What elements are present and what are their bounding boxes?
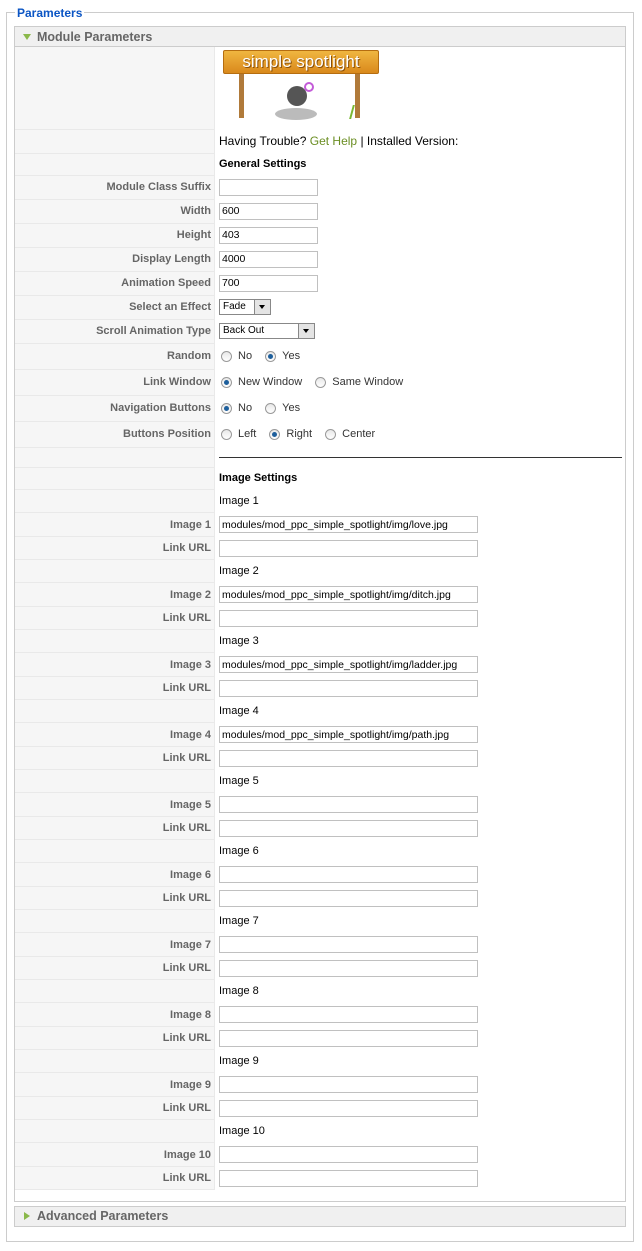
random-no-label: No <box>238 350 253 363</box>
image-group-label: Image 9 <box>219 1055 259 1067</box>
image-path-input[interactable] <box>219 936 478 953</box>
link-url-label: Link URL <box>15 1167 215 1190</box>
advanced-parameters-header[interactable] <box>15 1207 625 1226</box>
link-url-label: Link URL <box>15 607 215 630</box>
link-url-input[interactable] <box>219 960 478 977</box>
image-group-label: Image 6 <box>219 845 259 857</box>
image-path-input[interactable] <box>219 726 478 743</box>
parameters-fieldset <box>6 6 634 1242</box>
link-url-input[interactable] <box>219 540 478 557</box>
installed-version-text: | Installed Version: <box>360 134 459 148</box>
nav-yes-radio[interactable] <box>265 403 276 414</box>
image-label: Image 10 <box>15 1143 215 1167</box>
link-url-input[interactable] <box>219 750 478 767</box>
image-group-label: Image 3 <box>219 635 259 647</box>
parameters-legend: Parameters <box>17 6 83 20</box>
link-url-label: Link URL <box>15 747 215 770</box>
link-url-label: Link URL <box>15 1097 215 1120</box>
random-yes-label: Yes <box>282 350 301 363</box>
logo-sign: simple spotlight <box>223 50 379 74</box>
image-settings-table <box>15 490 625 1191</box>
image-path-input[interactable] <box>219 1006 478 1023</box>
link-url-input[interactable] <box>219 890 478 907</box>
blank-key-cell <box>15 47 215 129</box>
image-label: Image 8 <box>15 1003 215 1027</box>
module-parameters-header[interactable] <box>15 27 625 47</box>
image-label: Image 1 <box>15 513 215 537</box>
random-label: Random <box>15 343 215 369</box>
image-group-label: Image 10 <box>219 1125 265 1137</box>
position-right-radio[interactable] <box>269 429 280 440</box>
buttons-position-label: Buttons Position <box>15 421 215 447</box>
random-no-radio[interactable] <box>221 351 232 362</box>
module-parameters-body <box>15 47 625 1190</box>
image-label: Image 6 <box>15 863 215 887</box>
image-group-label: Image 2 <box>219 565 259 577</box>
display-length-input[interactable] <box>219 251 318 268</box>
position-right-label: Right <box>286 428 313 441</box>
image-group-label: Image 8 <box>219 985 259 997</box>
new-window-label: New Window <box>238 376 303 389</box>
image-label: Image 2 <box>15 583 215 607</box>
nav-no-label: No <box>238 402 253 415</box>
trouble-line <box>215 129 626 153</box>
navigation-buttons-label: Navigation Buttons <box>15 395 215 421</box>
animation-speed-input[interactable] <box>219 275 318 292</box>
position-center-label: Center <box>342 428 376 441</box>
module-parameters-panel <box>14 26 626 1202</box>
position-left-radio[interactable] <box>221 429 232 440</box>
width-input[interactable] <box>219 203 318 220</box>
image-group-label: Image 1 <box>219 495 259 507</box>
effect-select-value: Fade <box>223 301 246 312</box>
animation-speed-label: Animation Speed <box>15 271 215 295</box>
image-group-label: Image 4 <box>219 705 259 717</box>
image-label: Image 4 <box>15 723 215 747</box>
module-parameters-title: Module Parameters <box>37 30 153 44</box>
link-url-label: Link URL <box>15 677 215 700</box>
link-url-label: Link URL <box>15 1027 215 1050</box>
image-path-input[interactable] <box>219 796 478 813</box>
image-path-input[interactable] <box>219 586 478 603</box>
link-url-label: Link URL <box>15 817 215 840</box>
link-url-label: Link URL <box>15 957 215 980</box>
trouble-prefix: Having Trouble? <box>219 134 307 148</box>
link-window-label: Link Window <box>15 369 215 395</box>
link-url-label: Link URL <box>15 537 215 560</box>
random-yes-radio[interactable] <box>265 351 276 362</box>
nav-no-radio[interactable] <box>221 403 232 414</box>
general-settings-heading: General Settings <box>219 158 307 170</box>
dropdown-arrow-icon <box>254 300 270 314</box>
image-path-input[interactable] <box>219 1076 478 1093</box>
expanded-arrow-icon <box>23 34 31 40</box>
image-label: Image 7 <box>15 933 215 957</box>
link-url-label: Link URL <box>15 887 215 910</box>
get-help-link[interactable]: Get Help <box>309 134 358 148</box>
image-path-input[interactable] <box>219 1146 478 1163</box>
link-url-input[interactable] <box>219 1030 478 1047</box>
dropdown-arrow-icon <box>298 324 314 338</box>
effect-select[interactable] <box>219 299 271 315</box>
position-center-radio[interactable] <box>325 429 336 440</box>
advanced-parameters-title: Advanced Parameters <box>37 1209 169 1223</box>
height-input[interactable] <box>219 227 318 244</box>
scroll-type-select[interactable] <box>219 323 315 339</box>
image-label: Image 3 <box>15 653 215 677</box>
image-label: Image 5 <box>15 793 215 817</box>
nav-yes-label: Yes <box>282 402 301 415</box>
advanced-parameters-panel <box>14 1206 626 1227</box>
scroll-animation-type-label: Scroll Animation Type <box>15 319 215 343</box>
same-window-radio[interactable] <box>315 377 326 388</box>
select-effect-label: Select an Effect <box>15 295 215 319</box>
simple-spotlight-logo <box>221 50 381 126</box>
image-path-input[interactable] <box>219 516 478 533</box>
module-class-suffix-input[interactable] <box>219 179 318 196</box>
parameters-table <box>15 47 625 490</box>
same-window-label: Same Window <box>332 376 404 389</box>
image-path-input[interactable] <box>219 866 478 883</box>
image-settings-heading: Image Settings <box>219 472 298 484</box>
image-group-label: Image 7 <box>219 915 259 927</box>
collapsed-arrow-icon <box>24 1212 30 1220</box>
section-divider <box>219 457 622 458</box>
image-group-label: Image 5 <box>219 775 259 787</box>
width-label: Width <box>15 199 215 223</box>
image-path-input[interactable] <box>219 656 478 673</box>
link-url-input[interactable] <box>219 1100 478 1117</box>
link-url-input[interactable] <box>219 680 478 697</box>
scroll-type-select-value: Back Out <box>223 325 265 336</box>
link-url-input[interactable] <box>219 820 478 837</box>
new-window-radio[interactable] <box>221 377 232 388</box>
module-class-suffix-label: Module Class Suffix <box>15 175 215 199</box>
position-left-label: Left <box>238 428 257 441</box>
link-url-input[interactable] <box>219 1170 478 1187</box>
link-url-input[interactable] <box>219 610 478 627</box>
display-length-label: Display Length <box>15 247 215 271</box>
image-label: Image 9 <box>15 1073 215 1097</box>
height-label: Height <box>15 223 215 247</box>
